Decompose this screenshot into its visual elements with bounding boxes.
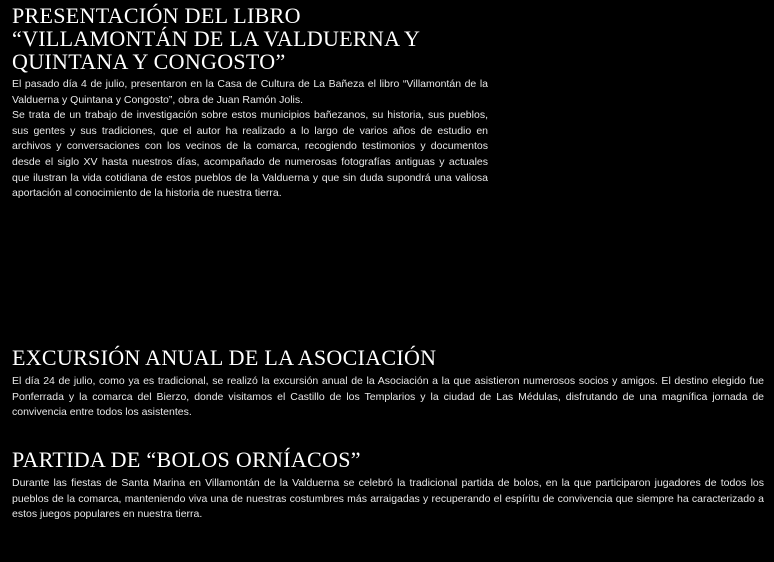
section-book-presentation — [12, 4, 488, 202]
paragraph: El pasado día 4 de julio, presentaron en la Casa de Cultura de La Bañeza el libro “Villamontán de la Valduerna y Quintana y Congosto”, obra de Juan Ramón Jolis. — [12, 78, 488, 106]
section-heading — [12, 4, 488, 73]
heading-line-1: EXCURSIÓN ANUAL DE LA ASOCIACIÓN — [12, 345, 437, 370]
heading-line-1: PARTIDA DE “BOLOS ORNÍACOS” — [12, 447, 361, 472]
section-annual-excursion — [12, 346, 764, 421]
paragraph: Se trata de un trabajo de investigación sobre estos municipios bañezanos, su historia, sus pueblos, sus gentes y sus tradiciones, que el autor ha realizado a lo largo de varios años de estudio en archivos y conversaciones con los vecinos de la comarca, recogiendo testimonios y documentos desde el siglo XV hasta nuestros días, acompañado de numerosas fotografías antiguas y actuales que ilustran la vida cotidiana de estos pueblos de la Valduerna y que sin duda supondrá una valiosa aportación al conocimiento de la historia de nuestra tierra. — [12, 109, 488, 200]
heading-line-2: “VILLAMONTÁN DE LA VALDUERNA Y — [12, 26, 421, 51]
section-bolos-match — [12, 448, 764, 523]
section-heading — [12, 346, 764, 369]
section-heading — [12, 448, 764, 471]
paragraph: Durante las fiestas de Santa Marina en Villamontán de la Valduerna se celebró la tradicional partida de bolos, en la que participaron jugadores de todos los pueblos de la comarca, manteniendo viva una de nuestras costumbres más arraigadas y recuperando el espíritu de convivencia que siempre ha caracterizado a estos juegos populares en nuestra tierra. — [12, 477, 764, 521]
heading-line-1: PRESENTACIÓN DEL LIBRO — [12, 3, 301, 28]
paragraph: El día 24 de julio, como ya es tradicional, se realizó la excursión anual de la Asociación a la que asistieron numerosos socios y amigos. El destino elegido fue Ponferrada y la comarca del Bierzo, donde visitamos el Castillo de los Templarios y la ciudad de Las Médulas, disfrutando de una magnífica jornada de convivencia entre todos los asistentes. — [12, 375, 764, 419]
heading-line-3: QUINTANA Y CONGOSTO” — [12, 49, 286, 74]
